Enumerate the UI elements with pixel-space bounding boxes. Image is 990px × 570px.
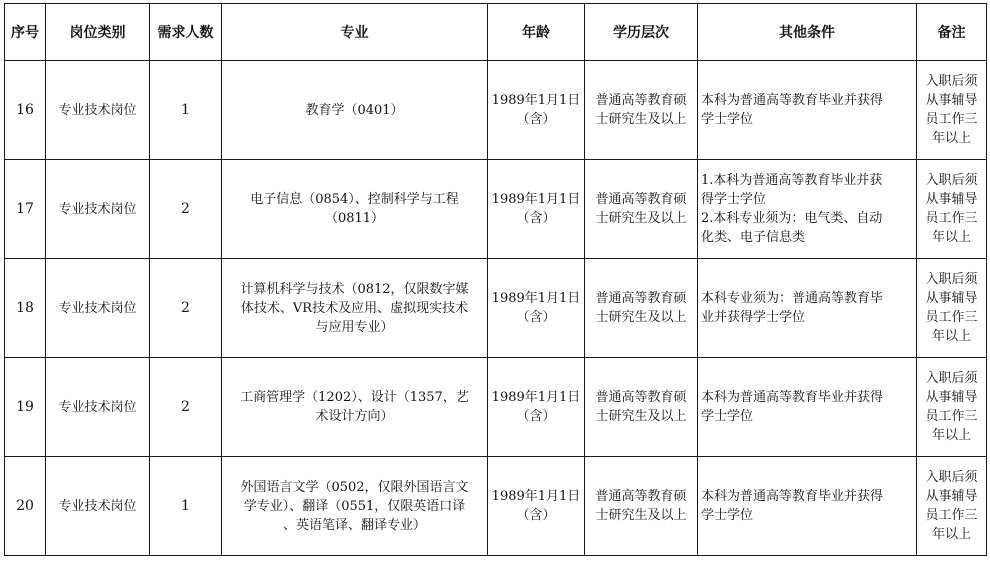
- header-row: [5, 4, 987, 61]
- cell-line: 体技术、VR技术及应用、虚拟现实技术: [240, 300, 469, 316]
- cell-seq: 18: [5, 259, 46, 358]
- document-page: [4, 3, 987, 556]
- cell-line: 1989年1月1日: [491, 291, 581, 306]
- cell-line: 士研究生及以上: [595, 409, 687, 424]
- cell-line: （含）: [516, 508, 556, 523]
- cell-line: 从事辅导: [925, 291, 978, 306]
- cell-line: 年以上: [931, 527, 971, 542]
- cell-line: （含）: [516, 310, 556, 325]
- header-seq: 序号: [5, 4, 46, 61]
- cell-other: [698, 457, 917, 556]
- cell-age: [488, 457, 585, 556]
- cell-line: 士研究生及以上: [595, 211, 687, 226]
- cell-seq: 20: [5, 457, 46, 556]
- cell-line: 入职后须: [925, 173, 978, 188]
- cell-line: 入职后须: [925, 371, 978, 386]
- cell-education: [585, 259, 698, 358]
- cell-line: 从事辅导: [925, 489, 978, 504]
- cell-line: 学士学位: [701, 112, 754, 127]
- cell-line: 士研究生及以上: [595, 112, 687, 127]
- cell-line: 1989年1月1日: [491, 489, 581, 504]
- cell-line: 普通高等教育硕: [595, 390, 687, 405]
- cell-line: 学士学位: [701, 409, 754, 424]
- cell-education: [585, 160, 698, 259]
- cell-line: 电子信息（0854）、控制科学与工程: [250, 192, 459, 207]
- cell-line: 外国语言文学（0502，仅限外国语言文: [240, 479, 469, 495]
- cell-line: 从事辅导: [925, 390, 978, 405]
- cell-line: 员工作三: [925, 310, 978, 325]
- cell-remark: [917, 61, 987, 160]
- cell-line: 员工作三: [925, 112, 978, 127]
- cell-line: 本科为普通高等教育毕业并获得: [701, 390, 884, 405]
- cell-seq: 16: [5, 61, 46, 160]
- cell-count: 2: [150, 160, 222, 259]
- cell-other: [698, 61, 917, 160]
- header-major: 专业: [222, 4, 488, 61]
- cell-major: [222, 457, 488, 556]
- cell-line: 从事辅导: [925, 93, 978, 108]
- cell-line: 年以上: [931, 230, 971, 245]
- cell-other: [698, 259, 917, 358]
- cell-line: 2.本科专业须为：电气类、自动: [701, 211, 883, 226]
- table-row: [5, 358, 987, 457]
- header-age: 年龄: [488, 4, 585, 61]
- cell-count: 1: [150, 61, 222, 160]
- cell-count: 2: [150, 358, 222, 457]
- cell-major: [222, 61, 488, 160]
- cell-line: 年以上: [931, 329, 971, 344]
- cell-category: 专业技术岗位: [46, 259, 150, 358]
- cell-line: 术设计方向）: [315, 409, 394, 424]
- cell-line: 入职后须: [925, 470, 978, 485]
- cell-seq: 19: [5, 358, 46, 457]
- cell-line: 从事辅导: [925, 192, 978, 207]
- cell-line: 员工作三: [925, 508, 978, 523]
- cell-line: 入职后须: [925, 74, 978, 89]
- cell-line: 士研究生及以上: [595, 310, 687, 325]
- cell-line: （0811）: [324, 211, 385, 226]
- cell-line: 、英语笔译、翻译专业）: [282, 517, 426, 533]
- cell-remark: [917, 457, 987, 556]
- cell-line: 普通高等教育硕: [595, 291, 687, 306]
- cell-line: 普通高等教育硕: [595, 192, 687, 207]
- cell-line: 士研究生及以上: [595, 508, 687, 523]
- cell-line: 教育学（0401）: [305, 102, 404, 118]
- table-row: [5, 457, 987, 556]
- header-other: 其他条件: [698, 4, 917, 61]
- cell-age: [488, 160, 585, 259]
- cell-line: 学专业）、翻译（0551，仅限英语口译: [243, 498, 466, 514]
- cell-age: [488, 61, 585, 160]
- cell-line: （含）: [516, 409, 556, 424]
- cell-education: [585, 358, 698, 457]
- header-category: 岗位类别: [46, 4, 150, 61]
- cell-line: 化类、电子信息类: [701, 230, 806, 245]
- cell-line: 与应用专业）: [315, 319, 394, 335]
- cell-line: 业并获得学士学位: [701, 310, 806, 325]
- cell-count: 1: [150, 457, 222, 556]
- cell-line: 1.本科为普通高等教育毕业并获: [701, 173, 883, 188]
- table-row: [5, 259, 987, 358]
- table-row: [5, 61, 987, 160]
- cell-remark: [917, 259, 987, 358]
- cell-education: [585, 457, 698, 556]
- cell-count: 2: [150, 259, 222, 358]
- cell-major: [222, 259, 488, 358]
- cell-major: [222, 358, 488, 457]
- cell-age: [488, 259, 585, 358]
- cell-line: 1989年1月1日: [491, 192, 581, 207]
- cell-category: 专业技术岗位: [46, 61, 150, 160]
- header-count: 需求人数: [150, 4, 222, 61]
- cell-line: 普通高等教育硕: [595, 489, 687, 504]
- cell-line: 员工作三: [925, 409, 978, 424]
- cell-line: 得学士学位: [701, 192, 767, 207]
- cell-education: [585, 61, 698, 160]
- cell-other: [698, 358, 917, 457]
- cell-line: 本科专业须为：普通高等教育毕: [701, 291, 884, 306]
- cell-category: 专业技术岗位: [46, 457, 150, 556]
- table-row: [5, 160, 987, 259]
- cell-remark: [917, 160, 987, 259]
- header-remark: 备注: [917, 4, 987, 61]
- cell-seq: 17: [5, 160, 46, 259]
- cell-category: 专业技术岗位: [46, 160, 150, 259]
- cell-line: 1989年1月1日: [491, 390, 581, 405]
- cell-line: 计算机科学与技术（0812，仅限数字媒: [240, 281, 469, 297]
- recruitment-table: [4, 3, 987, 556]
- header-education: 学历层次: [585, 4, 698, 61]
- cell-line: （含）: [516, 112, 556, 127]
- cell-line: 年以上: [931, 131, 971, 146]
- cell-major: [222, 160, 488, 259]
- cell-line: 本科为普通高等教育毕业并获得: [701, 93, 884, 108]
- cell-other: [698, 160, 917, 259]
- cell-line: 员工作三: [925, 211, 978, 226]
- cell-remark: [917, 358, 987, 457]
- cell-line: 工商管理学（1202）、设计（1357，艺: [240, 390, 469, 405]
- cell-line: 本科为普通高等教育毕业并获得: [701, 489, 884, 504]
- cell-line: 1989年1月1日: [491, 93, 581, 108]
- cell-line: （含）: [516, 211, 556, 226]
- cell-line: 年以上: [931, 428, 971, 443]
- cell-line: 入职后须: [925, 272, 978, 287]
- cell-line: 学士学位: [701, 508, 754, 523]
- cell-age: [488, 358, 585, 457]
- cell-line: 普通高等教育硕: [595, 93, 687, 108]
- cell-category: 专业技术岗位: [46, 358, 150, 457]
